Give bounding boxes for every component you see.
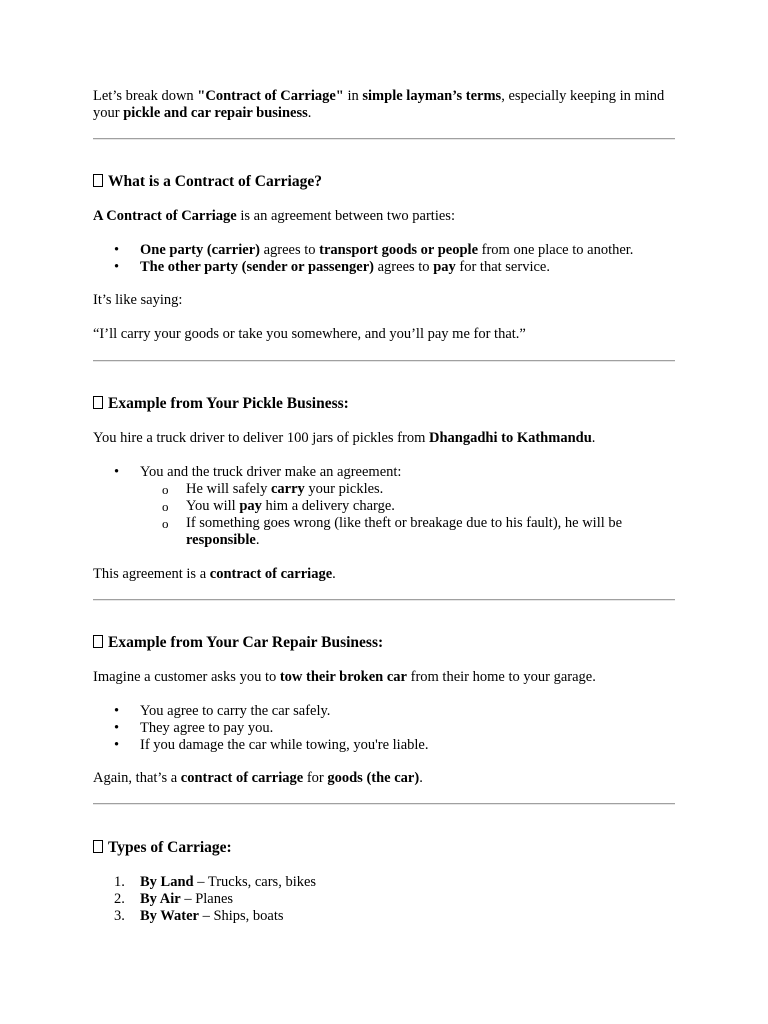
bold-text: By Air	[140, 891, 181, 907]
text: agrees to	[374, 259, 434, 275]
section-heading-text: Example from Your Car Repair Business:	[108, 634, 384, 651]
text: from their home to your garage.	[406, 669, 596, 685]
missing-glyph-icon	[93, 840, 103, 853]
text: for that service.	[455, 259, 550, 275]
pickle-paragraph	[93, 430, 675, 447]
pickle-conclusion	[93, 566, 675, 583]
list-item	[93, 891, 675, 908]
missing-glyph-icon	[93, 396, 103, 409]
intro-bold-term: simple layman’s terms	[362, 88, 502, 104]
bold-text: The other party (sender or passenger)	[140, 259, 374, 275]
bold-text: tow their broken car	[279, 669, 407, 685]
bold-text: pay	[433, 259, 456, 275]
bold-text: responsible	[186, 532, 256, 548]
bold-text: Dhangadhi to Kathmandu	[428, 430, 592, 446]
sub-list-item	[93, 481, 675, 498]
section-divider	[93, 599, 675, 601]
text: .	[332, 566, 336, 582]
text: He will safely	[186, 481, 271, 497]
section-heading-text: Example from Your Pickle Business:	[108, 395, 349, 412]
text: from one place to another.	[478, 242, 634, 258]
list-number: 3.	[114, 908, 125, 924]
bold-text: goods (the car)	[327, 770, 420, 786]
intro-text: .	[307, 105, 312, 121]
list-item	[93, 242, 675, 259]
intro-paragraph	[93, 88, 675, 122]
intro-bold-term: pickle and car repair business	[123, 105, 308, 121]
text: .	[255, 532, 260, 548]
bold-text: One party (carrier)	[140, 242, 260, 258]
section-heading-pickle	[93, 394, 349, 414]
car-paragraph	[93, 669, 675, 686]
text: This agreement is a	[93, 566, 210, 582]
text: – Trucks, cars, bikes	[193, 874, 317, 890]
definition-paragraph	[93, 208, 675, 225]
bold-text: transport goods or people	[319, 242, 479, 258]
text: .	[419, 770, 423, 786]
car-conclusion	[93, 770, 675, 787]
list-item	[93, 908, 675, 925]
text: Imagine a customer asks you to	[93, 669, 280, 685]
missing-glyph-icon	[93, 174, 103, 187]
sub-list-item	[93, 498, 675, 515]
text: If something goes wrong (like theft or breakage due to his fault), he will be	[186, 515, 623, 531]
section-divider	[93, 138, 675, 140]
definition-text: is an agreement between two parties:	[236, 208, 455, 224]
list-number: 1.	[114, 874, 125, 890]
missing-glyph-icon	[93, 635, 103, 648]
bold-text: contract of carriage	[209, 566, 333, 582]
bold-text: By Water	[140, 908, 199, 924]
section-divider	[93, 360, 675, 362]
section-divider	[93, 803, 675, 805]
car-list	[93, 703, 675, 754]
intro-text: in	[343, 88, 363, 104]
text: – Planes	[180, 891, 234, 907]
list-item: • They agree to pay you.	[93, 720, 675, 737]
bold-text: pay	[239, 498, 262, 514]
intro-text: , especially keeping in mind your	[93, 88, 665, 121]
text: him a delivery charge.	[261, 498, 395, 514]
text: You hire a truck driver to deliver 100 jars of pickles from	[93, 430, 429, 446]
like-saying-paragraph: It’s like saying:	[93, 292, 183, 308]
pickle-list	[93, 464, 675, 549]
bold-text: contract of carriage	[180, 770, 304, 786]
bold-text: carry	[270, 481, 305, 497]
list-item: • You agree to carry the car safely.	[93, 703, 675, 720]
text: for	[303, 770, 328, 786]
definition-term: A Contract of Carriage	[93, 208, 237, 224]
list-item	[93, 874, 675, 891]
text: Again, that’s a	[93, 770, 181, 786]
intro-text: Let’s break down	[93, 88, 198, 104]
sub-list-item	[93, 515, 675, 549]
parties-list	[93, 242, 675, 276]
section-heading-text: Types of Carriage:	[108, 839, 232, 856]
text: .	[591, 430, 596, 446]
section-heading-text: What is a Contract of Carriage?	[108, 173, 322, 190]
bold-text: By Land	[140, 874, 194, 890]
text: agrees to	[259, 242, 320, 258]
list-number: 2.	[114, 891, 125, 907]
list-item: • You and the truck driver make an agreement:	[93, 464, 675, 481]
section-heading-types	[93, 838, 232, 858]
intro-bold-term: "Contract of Carriage"	[197, 88, 344, 104]
quote-paragraph: “I’ll carry your goods or take you somewhere, and you’ll pay me for that.”	[93, 326, 526, 342]
list-item: • If you damage the car while towing, you're liable.	[93, 737, 675, 754]
list-item	[93, 259, 675, 276]
text: your pickles.	[304, 481, 384, 497]
text: You will	[186, 498, 240, 514]
section-heading-car-repair	[93, 633, 383, 653]
section-heading-what-is	[93, 172, 322, 192]
types-list	[93, 874, 675, 925]
text: – Ships, boats	[198, 908, 284, 924]
